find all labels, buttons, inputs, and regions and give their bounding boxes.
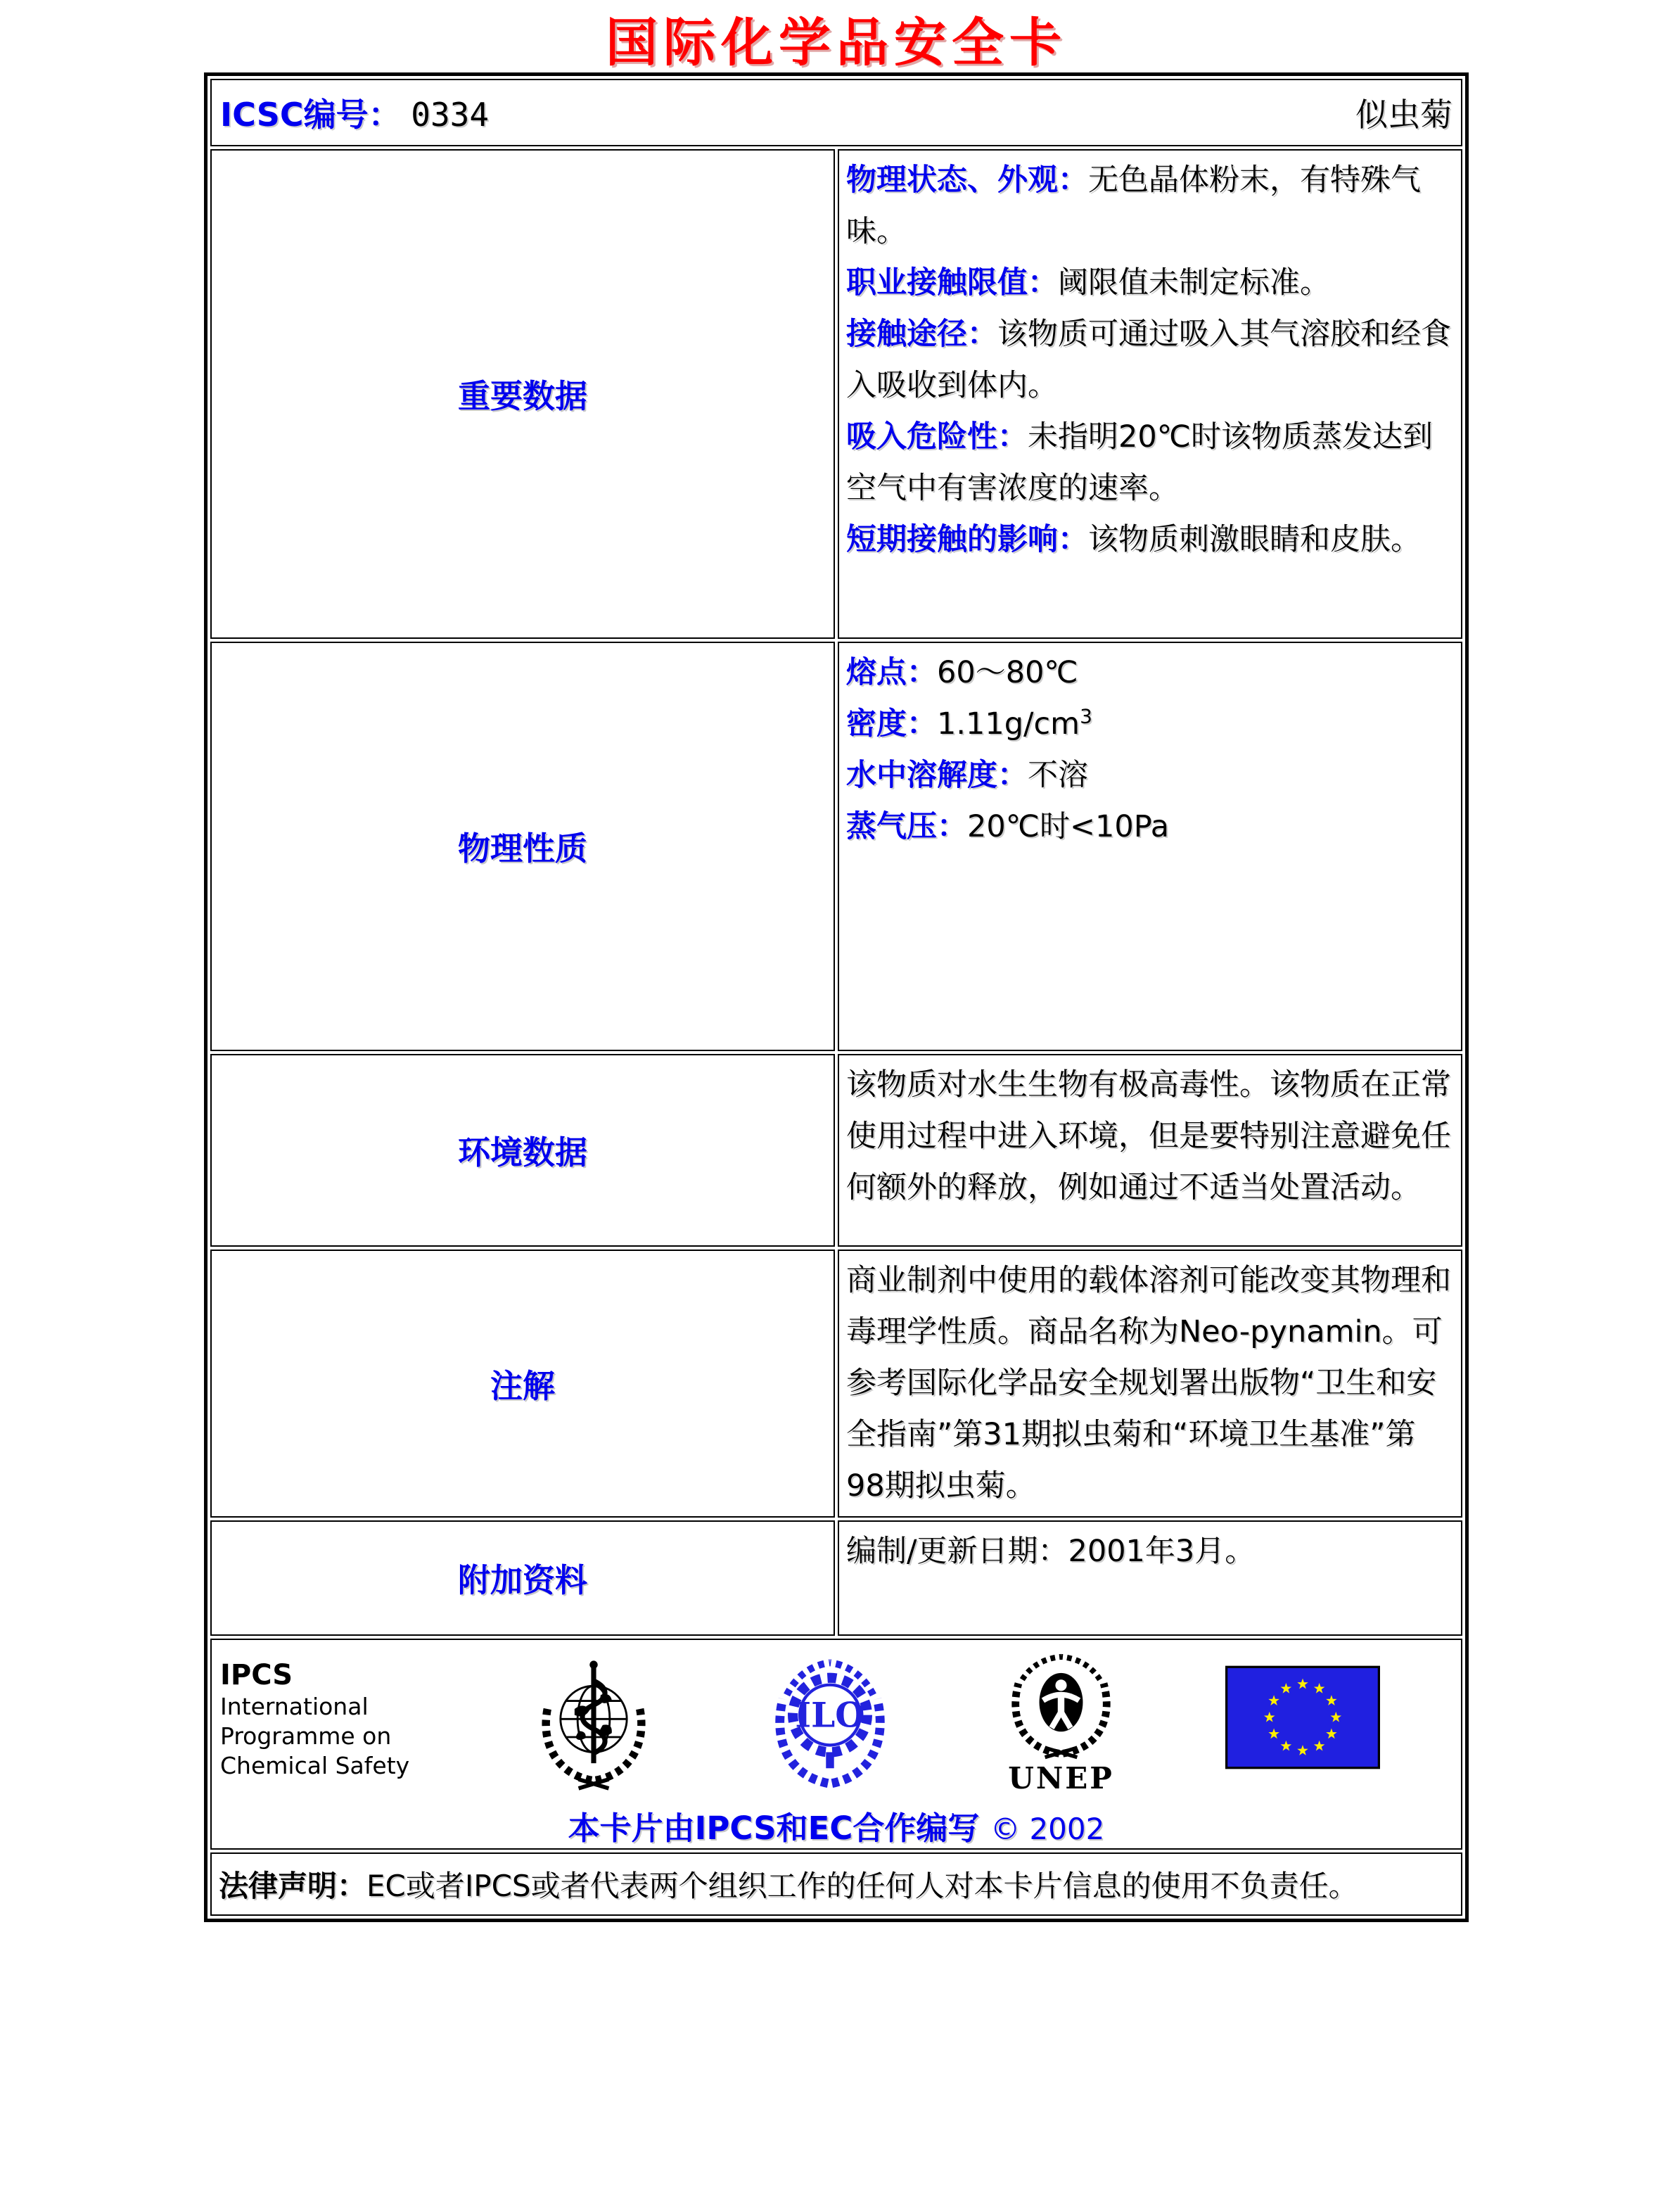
line-text: 60～80℃ xyxy=(937,655,1078,690)
line-text: 无色晶体粉末，有特殊气味。 xyxy=(846,163,1421,249)
environmental-data-text: 该物质对水生生物有极高毒性。该物质在正常使用过程中进入环境，但是要特别注意避免任何额外的释放，例如通过不适当处置活动。 xyxy=(846,1067,1451,1205)
line-text: 该物质可通过吸入其气溶胶和经食入吸收到体内。 xyxy=(846,317,1451,403)
icsc-card-table xyxy=(204,72,1469,1922)
credit-text: 本卡片由IPCS和EC合作编写 xyxy=(568,1810,980,1847)
legal-row xyxy=(210,1852,1462,1916)
line-text: 该物质刺激眼睛和皮肤。 xyxy=(1088,522,1421,557)
important-data-row xyxy=(210,149,1462,639)
line-term: 水中溶解度： xyxy=(846,758,1028,793)
eu-flag xyxy=(1225,1653,1380,1769)
environmental-data-label: 环境数据 xyxy=(210,1054,835,1247)
who-logo xyxy=(527,1653,660,1793)
ipcs-acronym: IPCS xyxy=(220,1659,293,1691)
line-term: 短期接触的影响： xyxy=(846,522,1088,557)
ilo-emblem-icon xyxy=(763,1653,897,1793)
important-data-content xyxy=(838,149,1462,639)
physical-property-line xyxy=(846,750,1452,801)
additional-info-content xyxy=(838,1520,1462,1636)
icsc-number-group xyxy=(220,89,489,136)
physical-property-line xyxy=(846,699,1452,750)
additional-info-label: 附加资料 xyxy=(210,1520,835,1636)
icsc-number-label: ICSC编号： xyxy=(220,96,401,134)
substance-name: 似虫菊 xyxy=(1355,96,1452,134)
legal-term: 法律声明： xyxy=(219,1869,367,1903)
ipcs-line: Chemical Safety xyxy=(220,1752,410,1779)
line-term: 接触途径： xyxy=(846,317,997,352)
important-data-label: 重要数据 xyxy=(210,149,835,639)
header-row xyxy=(210,79,1462,146)
physical-properties-label: 物理性质 xyxy=(210,642,835,1051)
density-superscript: 3 xyxy=(1080,704,1092,728)
who-emblem-icon xyxy=(527,1653,660,1793)
line-term: 密度： xyxy=(846,706,937,742)
important-data-line xyxy=(846,309,1452,412)
line-term: 物理状态、外观： xyxy=(846,163,1088,198)
notes-label: 注解 xyxy=(210,1250,835,1518)
legal-cell xyxy=(210,1852,1462,1916)
line-text: 阈限值未制定标准。 xyxy=(1058,265,1330,300)
page-title: 国际化学品安全卡 xyxy=(606,13,1067,73)
credit-line xyxy=(212,1803,1461,1848)
line-term: 吸入危险性： xyxy=(846,419,1028,455)
environmental-data-row xyxy=(210,1054,1462,1247)
line-text: 20℃时<10Pa xyxy=(967,809,1170,844)
header-cell xyxy=(210,79,1462,146)
logos-row xyxy=(210,1639,1462,1850)
icsc-number-value: 0334 xyxy=(411,96,490,134)
line-text: 1.11g/cm xyxy=(937,706,1080,742)
important-data-line xyxy=(846,155,1452,258)
line-text: 不溶 xyxy=(1028,758,1088,793)
physical-property-line xyxy=(846,801,1452,853)
important-data-line xyxy=(846,412,1452,514)
notes-content xyxy=(838,1250,1462,1518)
ipcs-line: Programme on xyxy=(220,1722,392,1750)
line-text: 未指明20℃时该物质蒸发达到空气中有害浓度的速率。 xyxy=(846,419,1434,506)
important-data-line xyxy=(846,258,1452,309)
notes-text: 商业制剂中使用的载体溶剂可能改变其物理和毒理学性质。商品名称为Neo-pynamin。可参考国际化学品安全规划署出版物“卫生和安全指南”第31期拟虫菊和“环境卫生基准”第98期拟虫菊。 xyxy=(846,1263,1451,1504)
additional-info-row xyxy=(210,1520,1462,1636)
notes-row xyxy=(210,1250,1462,1518)
physical-properties-content xyxy=(838,642,1462,1051)
line-term: 蒸气压： xyxy=(846,809,967,844)
ilo-logo xyxy=(763,1653,897,1793)
line-term: 熔点： xyxy=(846,655,937,690)
physical-property-line xyxy=(846,647,1452,699)
physical-properties-row xyxy=(210,642,1462,1051)
additional-info-text: 编制/更新日期：2001年3月。 xyxy=(846,1534,1256,1569)
ipcs-text-block xyxy=(220,1653,424,1781)
logos-cell xyxy=(210,1639,1462,1850)
ipcs-line: International xyxy=(220,1693,369,1720)
credit-year: © 2002 xyxy=(990,1812,1105,1846)
unep-label: UNEP xyxy=(1008,1761,1114,1795)
unep-emblem-icon xyxy=(1000,1653,1123,1765)
line-term: 职业接触限值： xyxy=(846,265,1058,300)
environmental-data-content xyxy=(838,1054,1462,1247)
important-data-line xyxy=(846,514,1452,566)
legal-text: EC或者IPCS或者代表两个组织工作的任何人对本卡片信息的使用不负责任。 xyxy=(366,1869,1358,1903)
svg-text:ILO: ILO xyxy=(795,1695,865,1736)
eu-flag-icon xyxy=(1225,1665,1380,1769)
unep-logo xyxy=(1000,1653,1123,1795)
